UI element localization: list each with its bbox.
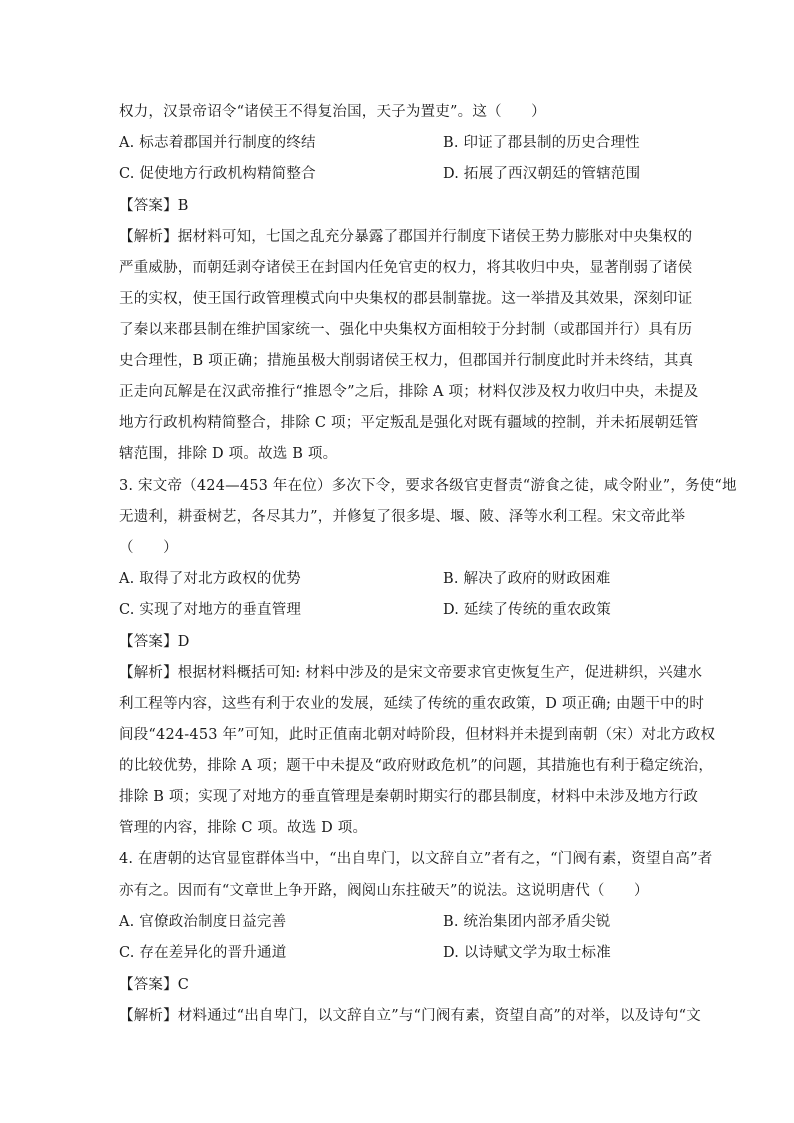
q4-stem-line: 4. 在唐朝的达官显宦群体当中，“出自卑门，以文辞自立”者有之，“门阀有素，资望自高”者 bbox=[119, 851, 713, 867]
q2-analysis-line: 了秦以来郡县制在维护国家统一、强化中央集权方面相较于分封制（或郡国并行）具有历 bbox=[119, 322, 693, 338]
q2-analysis-line: 正走向瓦解是在汉武帝推行“推恩令”之后，排除 A 项；材料仅涉及权力收归中央，未提及 bbox=[119, 384, 699, 400]
q2-analysis-line: 地方行政机构精简整合，排除 C 项；平定叛乱是强化对既有疆域的控制，并未拓展朝廷管 bbox=[119, 415, 699, 431]
q4-option-c: C. 存在差异化的晋升通道 bbox=[119, 945, 287, 961]
q2-option-c: C. 促使地方行政机构精简整合 bbox=[119, 166, 316, 182]
q3-analysis-line: 间段“424-453 年”可知，此时正值南北朝对峙阶段，但材料并未提到南朝（宋）对北方政权 bbox=[119, 727, 716, 743]
q2-analysis-line: 辖范围，排除 D 项。故选 B 项。 bbox=[119, 446, 338, 462]
q2-option-a: A. 标志着郡国并行制度的终结 bbox=[119, 135, 316, 151]
q2-option-b: B. 印证了郡县制的历史合理性 bbox=[443, 135, 640, 151]
q3-option-c: C. 实现了对地方的垂直管理 bbox=[119, 602, 302, 618]
q3-answer: 【答案】D bbox=[119, 634, 190, 650]
q3-option-d: D. 延续了传统的重农政策 bbox=[443, 602, 611, 618]
q4-option-d: D. 以诗赋文学为取士标准 bbox=[443, 945, 611, 961]
q3-analysis-line: 的比较优势，排除 A 项；题干中未提及“政府财政危机”的问题，其措施也有利于稳定统治， bbox=[119, 758, 714, 774]
q2-analysis-line: 史合理性，B 项正确；措施虽极大削弱诸侯王权力，但郡国并行制度此时并未终结，其真 bbox=[119, 353, 694, 369]
q4-option-b: B. 统治集团内部矛盾尖锐 bbox=[443, 914, 611, 930]
q4-analysis-line: 【解析】材料通过“出自卑门，以文辞自立”与“门阀有素，资望自高”的对举，以及诗句“文 bbox=[119, 1008, 701, 1024]
q2-analysis-line: 王的实权，使王国行政管理模式向中央集权的郡县制靠拢。这一举措及其效果，深刻印证 bbox=[119, 291, 693, 307]
q3-option-a: A. 取得了对北方政权的优势 bbox=[119, 571, 301, 587]
q2-answer: 【答案】B bbox=[119, 198, 189, 214]
q2-analysis-line: 严重威胁，而朝廷剥夺诸侯王在封国内任免官吏的权力，将其收归中央，显著削弱了诸侯 bbox=[119, 260, 693, 276]
q3-stem-line: （ ） bbox=[119, 540, 178, 556]
q3-analysis-line: 利工程等内容，这些有利于农业的发展，延续了传统的重农政策，D 项正确; 由题干中的时 bbox=[119, 696, 705, 712]
q3-stem-line: 无遗利，耕蚕树艺，各尽其力”，并修复了很多堤、堰、陂、泽等水利工程。宋文帝此举 bbox=[119, 509, 686, 525]
q2-option-d: D. 拓展了西汉朝廷的管辖范围 bbox=[443, 166, 641, 182]
q4-option-a: A. 官僚政治制度日益完善 bbox=[119, 914, 287, 930]
q3-analysis-line: 排除 B 项；实现了对地方的垂直管理是秦朝时期实行的郡县制度，材料中未涉及地方行政 bbox=[119, 789, 699, 805]
q3-analysis-line: 管理的内容，排除 C 项。故选 D 项。 bbox=[119, 820, 368, 836]
q3-option-b: B. 解决了政府的财政困难 bbox=[443, 571, 611, 587]
q3-analysis-line: 【解析】根据材料概括可知: 材料中涉及的是宋文帝要求官吏恢复生产，促进耕织，兴建水 bbox=[119, 665, 703, 681]
q3-stem-line: 3. 宋文帝（424—453 年在位）多次下令，要求各级官吏督责“游食之徒，咸令附业”，务使“地 bbox=[119, 478, 737, 494]
q2-stem-tail: 权力，汉景帝诏令“诸侯王不得复治国，天子为置吏”。这（ ） bbox=[119, 104, 546, 120]
q4-stem-line: 亦有之。因而有“文章世上争开路，阀阅山东拄破天”的说法。这说明唐代（ ） bbox=[119, 883, 649, 899]
q2-analysis-line: 【解析】据材料可知，七国之乱充分暴露了郡国并行制度下诸侯王势力膨胀对中央集权的 bbox=[119, 229, 693, 245]
q4-answer: 【答案】C bbox=[119, 977, 190, 993]
